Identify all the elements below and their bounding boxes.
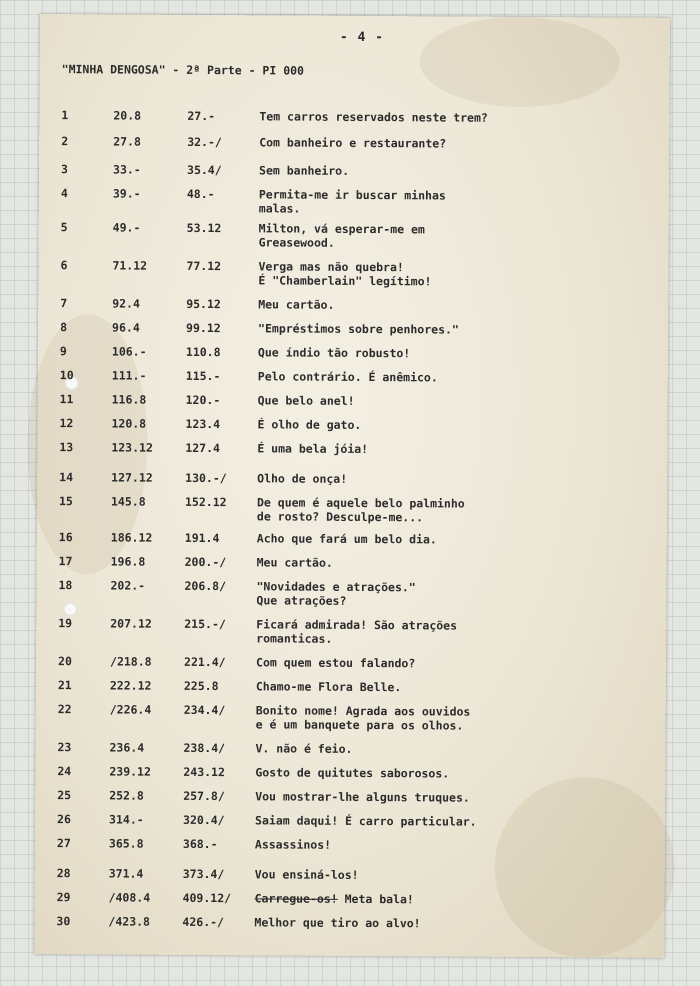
time-out: 373.4/ bbox=[182, 866, 225, 882]
time-out: 99.12 bbox=[186, 320, 221, 336]
time-out: 53.12 bbox=[186, 220, 222, 236]
time-in: 127.12 bbox=[111, 470, 153, 485]
time-out: 409.12/ bbox=[182, 890, 232, 906]
subtitle-row bbox=[35, 866, 665, 882]
subtitle-text: Assassinos! bbox=[254, 837, 332, 852]
subtitle-row bbox=[37, 470, 667, 486]
time-in: /226.4 bbox=[109, 702, 152, 717]
subtitle-row bbox=[38, 320, 668, 337]
time-in: 186.12 bbox=[110, 530, 153, 545]
subtitle-row bbox=[38, 416, 668, 432]
time-in: 145.8 bbox=[110, 494, 146, 509]
time-out: 127.4 bbox=[185, 440, 221, 456]
time-in: 33.- bbox=[113, 162, 141, 177]
subtitle-row bbox=[35, 836, 665, 852]
subtitle-row bbox=[35, 764, 665, 781]
time-out: 225.8 bbox=[183, 678, 219, 694]
subtitle-text: Milton, vá esperar-me em Greasewood. bbox=[258, 221, 425, 250]
subtitle-number: 29 bbox=[56, 890, 71, 905]
subtitle-number: 22 bbox=[57, 702, 72, 717]
subtitle-number: 8 bbox=[60, 320, 68, 335]
time-out: 152.12 bbox=[184, 494, 227, 510]
subtitle-text: Acho que fará um belo dia. bbox=[256, 531, 437, 547]
time-in: 49.- bbox=[112, 220, 141, 235]
time-in: 20.8 bbox=[113, 108, 142, 123]
time-out: 257.8/ bbox=[183, 788, 225, 804]
time-out: 32.-/ bbox=[187, 134, 222, 150]
time-in: 120.8 bbox=[111, 416, 147, 431]
subtitle-text: V. não é feio. bbox=[255, 741, 353, 756]
subtitle-row bbox=[39, 134, 669, 151]
subtitle-text: É uma bela jóia! bbox=[257, 441, 369, 457]
subtitle-text: Tem carros reservados neste trem? bbox=[259, 109, 488, 125]
subtitle-number: 10 bbox=[59, 368, 74, 383]
subtitle-row bbox=[37, 578, 667, 608]
subtitle-number: 25 bbox=[57, 788, 72, 803]
subtitle-number: 23 bbox=[57, 740, 72, 755]
time-out: 221.4/ bbox=[184, 654, 226, 670]
struck-text: Carregue-os! bbox=[254, 891, 338, 906]
time-in: 239.12 bbox=[109, 764, 151, 779]
subtitle-number: 1 bbox=[61, 108, 69, 123]
subtitle-row bbox=[39, 220, 669, 250]
time-in: 27.8 bbox=[113, 134, 141, 149]
subtitle-text: Chamo-me Flora Belle. bbox=[255, 679, 402, 695]
time-in: /423.8 bbox=[108, 914, 151, 929]
subtitle-number: 9 bbox=[59, 344, 67, 359]
subtitle-row bbox=[38, 344, 668, 361]
subtitle-text: Verga mas não quebra! É "Chamberlain" legítimo! bbox=[258, 259, 432, 289]
subtitle-number: 13 bbox=[59, 440, 74, 455]
subtitle-text: Permita-me ir buscar minhas malas. bbox=[258, 187, 446, 216]
time-in: 71.12 bbox=[112, 258, 148, 273]
subtitle-number: 17 bbox=[58, 554, 73, 569]
time-out: 200.-/ bbox=[184, 554, 227, 570]
time-out: 110.8 bbox=[185, 344, 221, 360]
time-out: 77.12 bbox=[186, 258, 222, 274]
subtitle-row bbox=[37, 494, 667, 525]
subtitle-row bbox=[35, 812, 665, 829]
subtitle-number: 26 bbox=[57, 812, 71, 827]
paper-stain bbox=[419, 16, 620, 107]
time-in: 207.12 bbox=[110, 616, 152, 631]
subtitle-number: 4 bbox=[60, 186, 68, 201]
subtitle-text: Gosto de quitutes saborosos. bbox=[255, 765, 450, 781]
subtitle-number: 11 bbox=[59, 392, 74, 407]
time-out: 95.12 bbox=[186, 296, 221, 312]
subtitle-text: "Empréstimos sobre penhores." bbox=[258, 321, 459, 337]
subtitle-text: Que índio tão robusto! bbox=[257, 345, 411, 361]
subtitle-text: Que belo anel! bbox=[257, 393, 355, 408]
subtitle-text: Com quem estou falando? bbox=[256, 655, 416, 671]
subtitle-row bbox=[39, 108, 669, 125]
time-out: 426.-/ bbox=[182, 914, 225, 930]
time-in: 92.4 bbox=[112, 296, 140, 311]
subtitle-number: 24 bbox=[57, 764, 72, 779]
time-in: 252.8 bbox=[109, 788, 144, 803]
time-in: 123.12 bbox=[111, 440, 153, 455]
subtitle-row bbox=[39, 258, 669, 289]
subtitle-text: Vou mostrar-lhe alguns truques. bbox=[255, 789, 470, 805]
subtitle-number: 12 bbox=[59, 416, 74, 431]
page-number: - 4 - bbox=[339, 29, 385, 46]
subtitle-number: 28 bbox=[56, 866, 71, 881]
time-out: 120.- bbox=[185, 392, 221, 408]
time-in: 196.8 bbox=[110, 554, 146, 569]
time-out: 206.8/ bbox=[184, 578, 227, 594]
subtitle-text: De quem é aquele belo palminho de rosto? Desculpe-me... bbox=[256, 495, 465, 525]
time-in: 365.8 bbox=[108, 836, 144, 851]
subtitle-text-rest: Meta bala! bbox=[337, 891, 414, 907]
subtitle-text: Sem banheiro. bbox=[259, 163, 350, 178]
time-out: 35.4/ bbox=[187, 162, 222, 178]
subtitle-text: Melhor que tiro ao alvo! bbox=[254, 915, 421, 931]
subtitle-row bbox=[36, 654, 666, 671]
subtitle-number: 3 bbox=[61, 162, 69, 177]
subtitle-row bbox=[38, 368, 668, 385]
subtitle-row bbox=[37, 440, 667, 457]
typed-page bbox=[34, 14, 670, 958]
time-in: 96.4 bbox=[112, 320, 140, 335]
subtitle-number: 21 bbox=[57, 678, 72, 693]
subtitle-text bbox=[255, 891, 414, 906]
subtitle-number: 30 bbox=[56, 914, 71, 929]
subtitle-text: Meu cartão. bbox=[256, 555, 333, 570]
time-in: 222.12 bbox=[109, 678, 152, 693]
subtitle-number: 2 bbox=[61, 134, 69, 149]
time-out: 115.- bbox=[185, 368, 221, 384]
time-in: /218.8 bbox=[110, 654, 152, 669]
punch-hole bbox=[63, 602, 77, 616]
subtitle-text: Olho de onça! bbox=[257, 471, 348, 486]
subtitle-row bbox=[38, 392, 668, 408]
subtitle-row bbox=[37, 530, 667, 547]
time-in: 236.4 bbox=[109, 740, 145, 755]
subtitle-row bbox=[36, 740, 666, 756]
time-out: 238.4/ bbox=[183, 740, 226, 756]
subtitle-number: 18 bbox=[58, 578, 73, 593]
time-out: 368.- bbox=[182, 836, 218, 852]
subtitle-text: Saiam daqui! É carro particular. bbox=[255, 813, 477, 829]
subtitle-number: 19 bbox=[58, 616, 73, 631]
subtitle-number: 20 bbox=[58, 654, 72, 669]
document-header: "MINHA DENGOSA" - 2ª Parte - PI 000 bbox=[61, 62, 305, 78]
subtitle-number: 5 bbox=[60, 220, 68, 235]
time-in: 39.- bbox=[112, 186, 141, 201]
time-in: 314.- bbox=[109, 812, 144, 827]
subtitle-text: Pelo contrário. É anêmico. bbox=[257, 369, 438, 385]
subtitle-text: Com banheiro e restaurante? bbox=[259, 135, 447, 151]
subtitle-number: 7 bbox=[60, 296, 68, 311]
time-in: 111.- bbox=[111, 368, 147, 383]
time-out: 215.-/ bbox=[184, 616, 226, 632]
subtitle-number: 27 bbox=[56, 836, 71, 851]
time-out: 234.4/ bbox=[183, 702, 226, 718]
subtitle-number: 14 bbox=[59, 470, 74, 485]
time-out: 243.12 bbox=[183, 764, 225, 780]
subtitle-text: Vou ensiná-los! bbox=[254, 867, 359, 882]
subtitle-number: 6 bbox=[60, 258, 68, 273]
time-out: 191.4 bbox=[184, 530, 220, 546]
time-in: 106.- bbox=[111, 344, 147, 359]
time-in: /408.4 bbox=[108, 890, 151, 905]
subtitle-text: Meu cartão. bbox=[258, 297, 335, 312]
subtitle-row bbox=[39, 162, 669, 178]
time-out: 48.- bbox=[186, 186, 215, 202]
time-out: 123.4 bbox=[185, 416, 221, 432]
time-out: 130.-/ bbox=[185, 470, 227, 486]
subtitle-row bbox=[39, 186, 669, 216]
time-in: 116.8 bbox=[111, 392, 147, 407]
paper-stain bbox=[494, 777, 675, 958]
subtitle-text: "Novidades e atrações." Que atrações? bbox=[256, 579, 416, 608]
subtitle-row bbox=[37, 554, 667, 570]
time-out: 27.- bbox=[187, 108, 216, 124]
subtitle-row bbox=[38, 296, 668, 312]
subtitle-row bbox=[35, 914, 665, 931]
time-in: 371.4 bbox=[108, 866, 144, 881]
subtitle-text: É olho de gato. bbox=[257, 417, 362, 432]
subtitle-row bbox=[35, 788, 665, 805]
subtitle-text: Bonito nome! Agrada aos ouvidos e é um banquete para os olhos. bbox=[255, 703, 471, 733]
subtitle-number: 16 bbox=[58, 530, 73, 545]
subtitle-row bbox=[36, 616, 666, 646]
subtitle-text: Ficará admirada! São atrações romanticas. bbox=[256, 617, 458, 646]
subtitle-number: 15 bbox=[58, 494, 73, 509]
time-out: 320.4/ bbox=[183, 812, 225, 828]
time-in: 202.- bbox=[110, 578, 146, 593]
subtitle-row bbox=[36, 678, 666, 695]
subtitle-row bbox=[36, 702, 666, 733]
subtitle-row bbox=[35, 890, 665, 907]
